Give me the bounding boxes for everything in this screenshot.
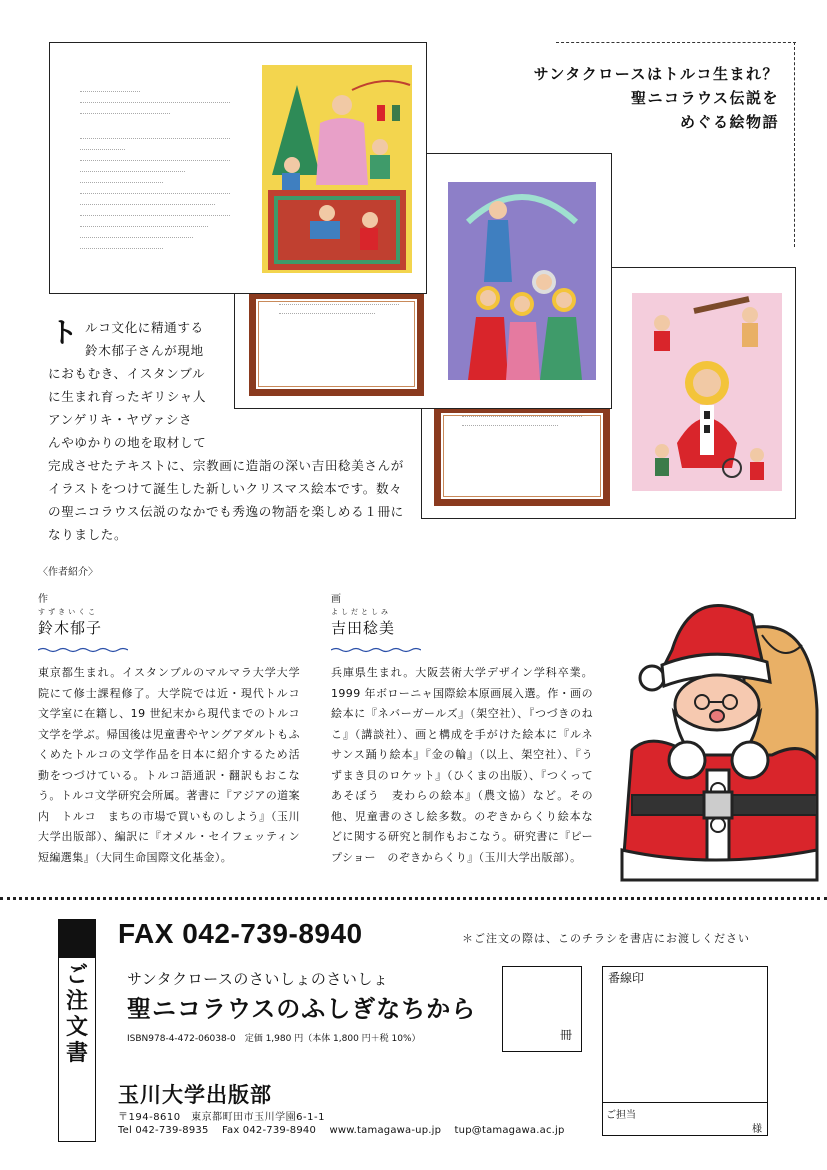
tagline — [534, 62, 779, 134]
intro-line: に生まれ育ったギリシャ人 — [48, 389, 207, 404]
stamp-label: 番線印 — [608, 971, 645, 985]
fax-number: FAX 042-739-8940 — [118, 918, 363, 949]
santa-claus-illustration — [612, 590, 827, 885]
author-bio: 東京都生まれ。イスタンブルのマルマラ大学大学院にて修士課程修了。大学院では近・現代トルコ文学室に在籍し、19 世紀末から現代までのトルコ文学を学ぶ。帰国後は児童書やヤングアダルトもふくめたトルコの文学作品を日本に紹介するため活動をつづけている。トルコ語通訳・翻訳もおこなう。トルコ文学研究会所属。著書に『アジアの道案内 トルコ まちの市場で買いものしよう』（玉川大学出版部）、編訳に『オメル・セイフェッティン短編選集』（大同生命国際文化基金）。 — [38, 666, 300, 864]
dashed-border-right — [794, 42, 795, 247]
staff-divider — [602, 1102, 768, 1103]
book-subtitle: サンタクロースのさいしょのさいしょ — [127, 970, 389, 988]
book-spread-1 — [49, 42, 427, 294]
illustrator-bio: 兵庫県生まれ。大阪芸術大学デザイン学科卒業。1999 年ボローニャ国際絵本原画展入選。作・画の絵本に『ネバーガールズ』（架空社）、『つづきのねこ』（講談社）、画と構成を手がけた絵本に『ルネサンス踊り絵本』『金の輪』（以上、架空社）、『うずまき貝のロケット』（ひくまの出版）、『つくってあそぼう 麦わらの絵本』（農文協）など。その他、児童書のさし絵多数。のぞきからくり絵本などに関する研究と制作もおこなう。研究書に『ピープショー のぞきからくり』（玉川大学出版部）。 — [331, 666, 593, 864]
intro-line: イラストをつけて誕生した新しいクリスマス絵本です。数々 — [48, 481, 403, 496]
author-section — [38, 590, 300, 868]
cut-line — [0, 897, 827, 900]
saint-nicholas-illustration — [632, 293, 782, 491]
spread-text-lines — [279, 296, 399, 314]
tagline-line-1: サンタクロースはトルコ生まれ？ — [533, 65, 779, 83]
tagline-line-2: 聖ニコラウス伝説を — [630, 89, 779, 107]
author-role: 作 — [38, 594, 48, 605]
dropcap: ト — [50, 316, 79, 349]
intro-line: んやゆかりの地を取材して — [48, 435, 207, 450]
publisher-contact — [118, 1125, 575, 1136]
intro-line: ルコ文化に精通する — [85, 320, 204, 335]
wavy-underline — [38, 647, 128, 653]
author-name: 鈴木郁子 — [38, 619, 103, 637]
quantity-unit: 冊 — [560, 1028, 573, 1042]
intro-line: なりました。 — [48, 527, 128, 542]
order-block-mark — [58, 919, 96, 957]
tagline-line-3: めぐる絵物語 — [679, 113, 779, 131]
wavy-underline — [331, 647, 421, 653]
illustrator-name: 吉田稔美 — [331, 619, 396, 637]
intro-line: 鈴木郁子さんが現地 — [85, 343, 204, 358]
honorific-label: 様 — [752, 1124, 762, 1135]
publisher-name: 玉川大学出版部 — [118, 1083, 272, 1107]
publisher-tel: Tel 042-739-8935 — [118, 1125, 209, 1136]
author-ruby: すずきいくこ — [38, 608, 99, 616]
illustrator-ruby: よしだとしみ — [331, 608, 391, 616]
publisher-website-link[interactable]: www.tamagawa-up.jp — [329, 1125, 442, 1136]
publisher-email-link[interactable]: tup@tamagawa.ac.jp — [454, 1125, 565, 1136]
dashed-border-top — [556, 42, 796, 43]
staff-label: ご担当 — [606, 1110, 636, 1121]
publisher-fax: Fax 042-739-8940 — [221, 1125, 317, 1136]
intro-line: アンゲリキ・ヤヴァシさ — [48, 412, 193, 427]
intro-line: 完成させたテキストに、宗教画に造詣の深い吉田稔美さんが — [48, 458, 404, 473]
isbn-price: ISBN978-4-472-06038-0 定価 1,980 円（本体 1,800 円＋税 10%） — [127, 1034, 421, 1044]
saints-illustration — [448, 182, 596, 380]
intro-line: の聖ニコラウス伝説のなかでも秀逸の物語を楽しめる１冊に — [48, 504, 404, 519]
spread-handwritten-text — [80, 81, 230, 249]
publisher-address: 〒194-8610 東京都町田市玉川学園6-1-1 — [118, 1112, 325, 1123]
intro-line: におもむき、イスタンブル — [48, 366, 206, 381]
order-label: ご注文書 — [65, 963, 88, 1066]
illustrator-role: 画 — [331, 594, 341, 605]
intro-text — [48, 316, 408, 546]
book-title: 聖ニコラウスのふしぎなちから — [127, 995, 477, 1023]
order-note: ＊ご注文の際は、このチラシを書店にお渡しください — [462, 932, 750, 945]
spread-text-lines — [462, 408, 582, 426]
family-storytelling-illustration — [262, 65, 412, 273]
illustrator-section — [331, 590, 593, 868]
authors-heading: 〈作者紹介〉 — [38, 567, 98, 578]
